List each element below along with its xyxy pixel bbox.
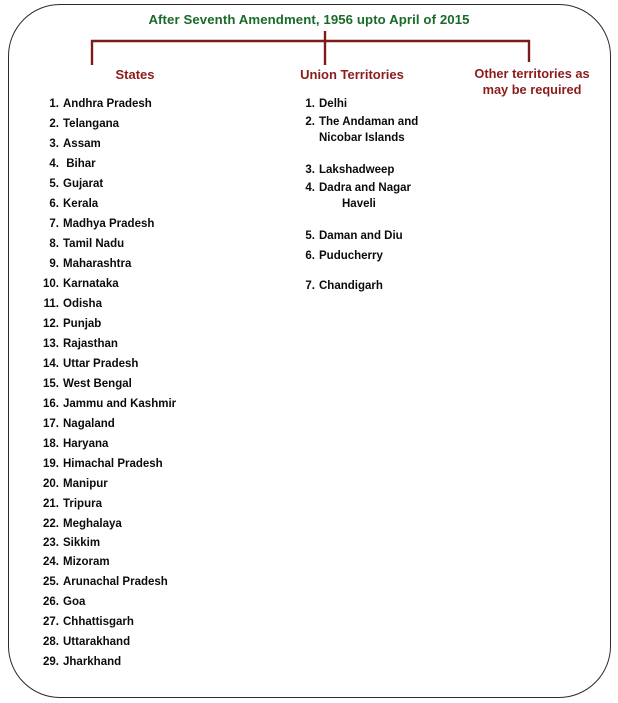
- list-item-number: 4.: [49, 158, 59, 170]
- branch-heading-other-territories: [452, 66, 612, 98]
- list-item: [40, 434, 260, 454]
- list-item-label: Madhya Pradesh: [63, 218, 155, 230]
- list-item-label: Uttar Pradesh: [63, 358, 139, 370]
- list-item: [40, 354, 260, 374]
- list-item-label: Punjab: [63, 318, 102, 330]
- list-item: [40, 454, 260, 474]
- list-item: [40, 214, 260, 234]
- list-item-label-continued: Nicobar Islands: [319, 132, 405, 144]
- list-item-label-continued: Haveli: [342, 198, 376, 210]
- list-item-number: 2.: [305, 116, 315, 128]
- list-item: [40, 334, 260, 354]
- list-item-number: 5.: [305, 230, 315, 242]
- list-item: [40, 394, 260, 414]
- list-item-label: Kerala: [63, 198, 99, 210]
- list-item-number: 6.: [49, 198, 59, 210]
- list-item-number: 6.: [305, 250, 315, 262]
- list-item-number: 24.: [43, 556, 59, 568]
- list-item-number: 10.: [43, 278, 59, 290]
- list-item: [40, 194, 260, 214]
- list-item-label: Sikkim: [63, 537, 101, 549]
- list-item-number: 1.: [305, 98, 315, 110]
- list-item-number: 29.: [43, 656, 59, 668]
- list-item-label: Assam: [63, 138, 101, 150]
- list-item-label: Gujarat: [63, 178, 104, 190]
- other-territories-heading-line1: Other territories as: [474, 66, 590, 81]
- list-item: [40, 552, 260, 572]
- list-item: [40, 174, 260, 194]
- list-item: [296, 114, 446, 150]
- list-item-number: 2.: [49, 118, 59, 130]
- list-item-number: 7.: [305, 280, 315, 292]
- list-item: [40, 254, 260, 274]
- states-list: [40, 94, 260, 672]
- list-item: [296, 180, 446, 216]
- list-item-number: 5.: [49, 178, 59, 190]
- list-item: [40, 572, 260, 592]
- list-item-number: 23.: [43, 537, 59, 549]
- list-item: [40, 632, 260, 652]
- list-item-number: 4.: [305, 182, 315, 194]
- list-item: [40, 114, 260, 134]
- list-item-label: Lakshadweep: [319, 164, 395, 176]
- list-item-label: Odisha: [63, 298, 102, 310]
- list-item-label: Jharkhand: [63, 656, 122, 668]
- list-item-number: 19.: [43, 458, 59, 470]
- list-item-label: Delhi: [319, 98, 348, 110]
- union-territories-list: [296, 94, 446, 296]
- list-item-label: Andhra Pradesh: [63, 98, 152, 110]
- list-item: [40, 514, 260, 534]
- list-item: [40, 374, 260, 394]
- list-item-label: Puducherry: [319, 250, 383, 262]
- list-item-label: Haryana: [63, 438, 109, 450]
- list-item: [40, 154, 260, 174]
- list-item-number: 3.: [49, 138, 59, 150]
- list-item: [40, 314, 260, 334]
- list-item-number: 21.: [43, 498, 59, 510]
- list-item: [296, 226, 446, 246]
- list-item: [40, 612, 260, 632]
- list-item-number: 7.: [49, 218, 59, 230]
- list-item: [40, 134, 260, 154]
- list-item-number: 14.: [43, 358, 59, 370]
- list-item-number: 15.: [43, 378, 59, 390]
- branch-heading-union-territories: Union Territories: [300, 67, 404, 82]
- list-item-number: 8.: [49, 238, 59, 250]
- page-title: After Seventh Amendment, 1956 upto April of 2015: [148, 12, 470, 27]
- list-item-label: Dadra and Nagar: [319, 182, 412, 194]
- list-item-label: Manipur: [63, 478, 108, 490]
- list-item-number: 11.: [43, 298, 59, 310]
- list-item-label: West Bengal: [63, 378, 132, 390]
- list-item-label: Chandigarh: [319, 280, 383, 292]
- list-item-number: 28.: [43, 636, 59, 648]
- list-item-label: Meghalaya: [63, 518, 122, 530]
- other-territories-heading-line2: may be required: [482, 82, 582, 97]
- list-item: [40, 274, 260, 294]
- list-item: [40, 474, 260, 494]
- list-item-number: 12.: [43, 318, 59, 330]
- list-item-number: 22.: [43, 518, 59, 530]
- list-item-label: Tamil Nadu: [63, 238, 125, 250]
- list-item-number: 26.: [43, 596, 59, 608]
- list-item-number: 25.: [43, 576, 59, 588]
- list-item-number: 20.: [43, 478, 59, 490]
- list-item-label: Bihar: [63, 158, 96, 170]
- list-item-number: 3.: [305, 164, 315, 176]
- list-item: [40, 652, 260, 672]
- list-item-label: Goa: [63, 596, 86, 608]
- branch-heading-states: States: [115, 67, 155, 82]
- list-item-label: Jammu and Kashmir: [63, 398, 177, 410]
- list-item-label: Uttarakhand: [63, 636, 131, 648]
- list-item: [40, 592, 260, 612]
- list-item-label: Chhattisgarh: [63, 616, 134, 628]
- list-item-label: Karnataka: [63, 278, 119, 290]
- list-item-label: Mizoram: [63, 556, 110, 568]
- list-item: [296, 160, 446, 180]
- list-item: [40, 534, 260, 552]
- list-item-number: 17.: [43, 418, 59, 430]
- list-item-label: Tripura: [63, 498, 102, 510]
- list-item-number: 18.: [43, 438, 59, 450]
- list-item: [296, 276, 446, 296]
- list-item: [296, 246, 446, 266]
- list-item-label: Nagaland: [63, 418, 115, 430]
- list-item: [40, 94, 260, 114]
- list-item-number: 9.: [49, 258, 59, 270]
- list-item-label: Arunachal Pradesh: [63, 576, 168, 588]
- list-item-label: Maharashtra: [63, 258, 132, 270]
- list-item-number: 16.: [43, 398, 59, 410]
- list-item: [40, 234, 260, 254]
- list-item: [40, 294, 260, 314]
- list-item-label: Rajasthan: [63, 338, 118, 350]
- list-item: [296, 94, 446, 114]
- list-item: [40, 414, 260, 434]
- list-item-label: Himachal Pradesh: [63, 458, 163, 470]
- list-item-label: The Andaman and: [319, 116, 419, 128]
- list-item-number: 13.: [43, 338, 59, 350]
- list-item-label: Telangana: [63, 118, 120, 130]
- list-item-number: 27.: [43, 616, 59, 628]
- list-item: [40, 494, 260, 514]
- list-item-label: Daman and Diu: [319, 230, 403, 242]
- list-item-number: 1.: [49, 98, 59, 110]
